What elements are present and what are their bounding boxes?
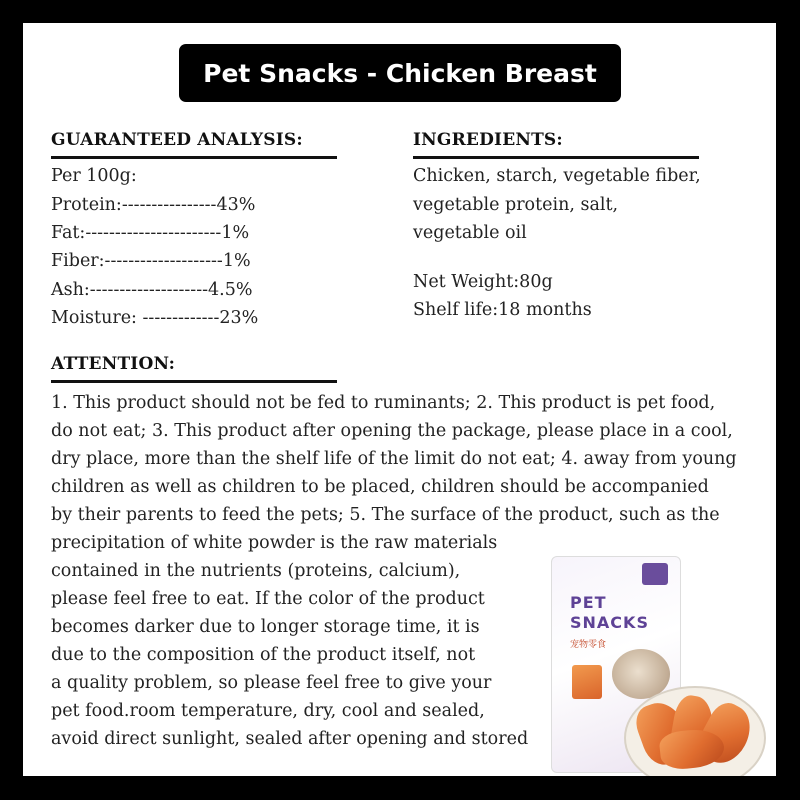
net-weight: Net Weight:80g: [413, 272, 553, 292]
label-sheet: [23, 23, 776, 776]
analysis-heading: GUARANTEED ANALYSIS:: [51, 130, 303, 150]
analysis-row-protein: Protein:----------------43%: [51, 195, 256, 215]
attention-rule: [51, 380, 337, 383]
ingredients-heading: INGREDIENTS:: [413, 130, 563, 150]
attention-line: pet food.room temperature, dry, cool and sealed,: [51, 701, 485, 721]
package-title-line1: PET: [570, 593, 607, 612]
package-window: [572, 665, 602, 699]
snack-plate-image: [624, 686, 766, 776]
brand-tag: [642, 563, 668, 585]
analysis-rule: [51, 156, 337, 159]
ingredients-rule: [413, 156, 699, 159]
shelf-life: Shelf life:18 months: [413, 300, 592, 320]
title-badge: [179, 44, 621, 102]
analysis-row-fiber: Fiber:--------------------1%: [51, 251, 251, 271]
attention-heading: ATTENTION:: [51, 354, 176, 374]
package-title-line2: SNACKS: [570, 613, 649, 632]
page-title: Pet Snacks - Chicken Breast: [203, 58, 597, 88]
analysis-row-ash: Ash:--------------------4.5%: [51, 280, 253, 300]
attention-line: a quality problem, so please feel free to give your: [51, 673, 492, 693]
attention-line: precipitation of white powder is the raw materials: [51, 533, 498, 553]
attention-line: 1. This product should not be fed to ruminants; 2. This product is pet food,: [51, 393, 716, 413]
attention-line: children as well as children to be placed, children should be accompanied: [51, 477, 709, 497]
ingredients-line: Chicken, starch, vegetable fiber,: [413, 166, 701, 186]
attention-line: dry place, more than the shelf life of the limit do not eat; 4. away from young: [51, 449, 737, 469]
analysis-row-moisture: Moisture: -------------23%: [51, 308, 259, 328]
ingredients-line: vegetable protein, salt,: [413, 195, 619, 215]
attention-line: avoid direct sunlight, sealed after opening and stored: [51, 729, 529, 749]
package-subtitle: 宠物零食: [570, 640, 607, 650]
analysis-per: Per 100g:: [51, 166, 137, 186]
attention-line: contained in the nutrients (proteins, calcium),: [51, 561, 461, 581]
attention-line: due to the composition of the product itself, not: [51, 645, 476, 665]
attention-line: do not eat; 3. This product after opening the package, please place in a cool,: [51, 421, 733, 441]
attention-line: by their parents to feed the pets; 5. The surface of the product, such as the: [51, 505, 720, 525]
ingredients-line: vegetable oil: [413, 223, 527, 243]
attention-line: becomes darker due to longer storage time, it is: [51, 617, 480, 637]
analysis-row-fat: Fat:-----------------------1%: [51, 223, 250, 243]
attention-line: please feel free to eat. If the color of the product: [51, 589, 485, 609]
